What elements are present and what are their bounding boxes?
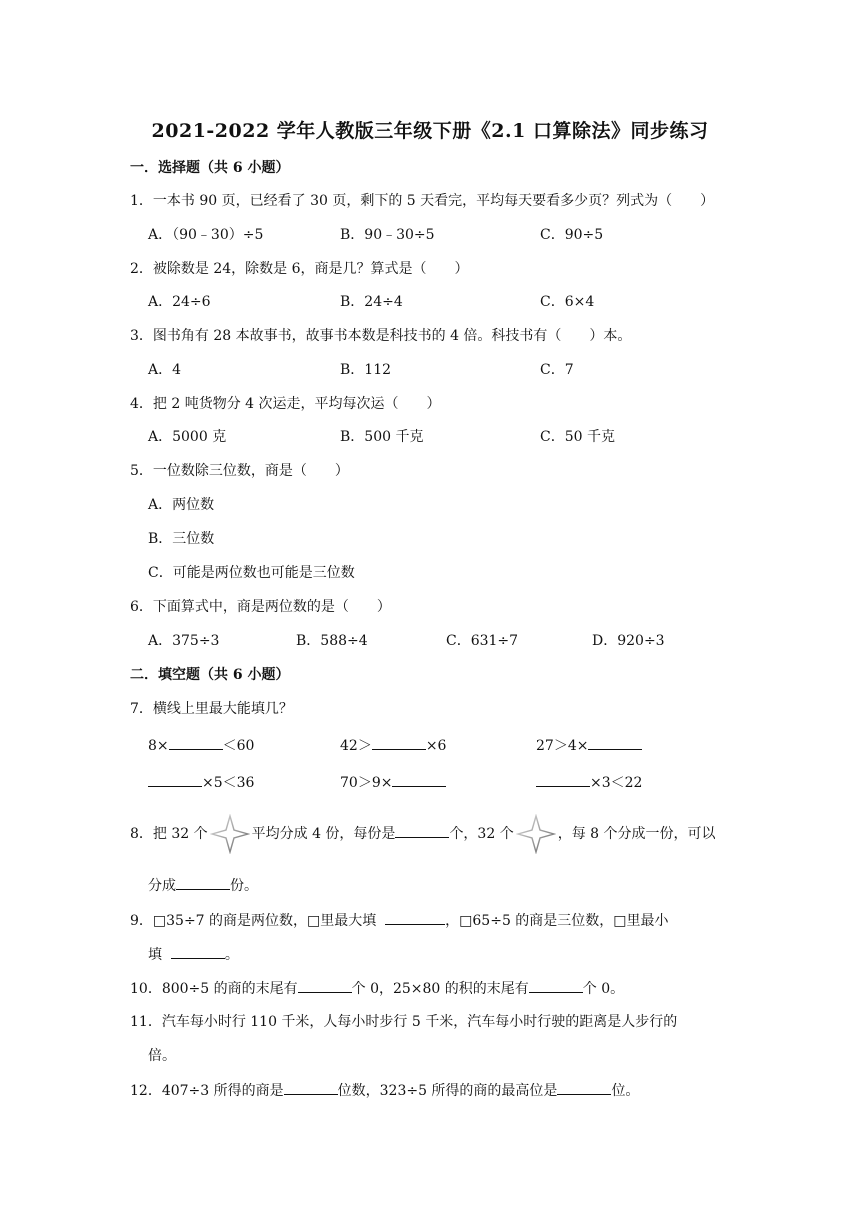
four-point-star-icon xyxy=(516,814,556,854)
question-7-item-1 xyxy=(148,735,254,756)
question-3-option-c: C．7 xyxy=(540,362,574,378)
q8-text-d: ，每 8 个分成一份，可以 xyxy=(557,826,716,842)
question-4-option-a: A．5000 克 xyxy=(148,429,227,445)
question-1-option-a: A．（90﹣30）÷5 xyxy=(148,227,264,243)
expr-suffix: ×3＜22 xyxy=(590,775,643,791)
section-heading-fill: 二．填空题（共 6 小题） xyxy=(130,667,290,683)
question-11-line-2: 倍。 xyxy=(148,1048,176,1064)
answer-blank[interactable] xyxy=(529,978,583,993)
question-6-stem: 6．下面算式中，商是两位数的是（ ） xyxy=(130,599,391,615)
question-9-line-1 xyxy=(130,910,669,931)
question-7-item-3 xyxy=(536,735,642,756)
answer-blank[interactable] xyxy=(385,910,445,925)
question-3-stem: 3．图书角有 28 本故事书，故事书本数是科技书的 4 倍。科技书有（ ）本。 xyxy=(130,328,632,344)
expr-prefix: 42＞ xyxy=(340,738,372,754)
question-8-line-1 xyxy=(130,814,716,854)
question-1-option-b: B．90﹣30÷5 xyxy=(340,227,435,243)
answer-blank[interactable] xyxy=(392,772,446,787)
question-2-option-b: B．24÷4 xyxy=(340,294,403,310)
question-6-option-c: C．631÷7 xyxy=(446,633,519,649)
question-5-option-b: B．三位数 xyxy=(148,531,215,547)
question-3-option-b: B．112 xyxy=(340,362,392,378)
question-12 xyxy=(130,1080,639,1101)
question-6-option-d: D．920÷3 xyxy=(592,633,665,649)
question-2-option-c: C．6×4 xyxy=(540,294,595,310)
question-11-line-1: 11．汽车每小时行 110 千米，人每小时步行 5 千米，汽车每小时行驶的距离是人步行的 xyxy=(130,1014,678,1030)
question-2-stem: 2．被除数是 24，除数是 6，商是几？算式是（ ） xyxy=(130,261,469,277)
answer-blank[interactable] xyxy=(171,944,225,959)
question-1-option-c: C．90÷5 xyxy=(540,227,604,243)
answer-blank[interactable] xyxy=(298,978,352,993)
page-title: 2021-2022 学年人教版三年级下册《2.1 口算除法》同步练习 xyxy=(151,120,709,142)
question-7-item-6 xyxy=(536,772,642,793)
answer-blank[interactable] xyxy=(395,823,449,838)
question-5-stem: 5．一位数除三位数，商是（ ） xyxy=(130,463,349,479)
question-6-option-a: A．375÷3 xyxy=(148,633,220,649)
q8-text-a: 8．把 32 个 xyxy=(130,826,208,842)
answer-blank[interactable] xyxy=(148,772,202,787)
expr-suffix: ＜60 xyxy=(222,738,255,754)
answer-blank[interactable] xyxy=(588,735,642,750)
question-9-line-2 xyxy=(148,944,239,965)
question-8-line-2 xyxy=(148,875,258,896)
q9-text-a: 9．□35÷7 的商是两位数，□里最大填 xyxy=(130,913,377,929)
question-1-stem: 1．一本书 90 页，已经看了 30 页，剩下的 5 天看完，平均每天要看多少页？列式为（ ） xyxy=(130,193,715,209)
answer-blank[interactable] xyxy=(176,875,230,890)
q8-text-c: 个，32 个 xyxy=(449,826,514,842)
question-10 xyxy=(130,978,624,999)
q10-text-c: 个 0。 xyxy=(582,981,625,997)
answer-blank[interactable] xyxy=(372,735,426,750)
question-3-option-a: A．4 xyxy=(148,362,182,378)
question-5-option-a: A．两位数 xyxy=(148,497,215,513)
expr-prefix: 8× xyxy=(148,738,169,754)
q9-text-c: 填 xyxy=(148,947,162,963)
expr-suffix: ×5＜36 xyxy=(202,775,255,791)
q10-text-b: 个 0，25×80 的积的末尾有 xyxy=(351,981,529,997)
q12-text-c: 位。 xyxy=(611,1083,640,1099)
q10-text-a: 10．800÷5 的商的末尾有 xyxy=(130,981,298,997)
question-4-option-c: C．50 千克 xyxy=(540,429,615,445)
q9-text-d: 。 xyxy=(224,947,239,963)
question-7-stem: 7．横线上里最大能填几？ xyxy=(130,701,293,717)
expr-suffix: ×6 xyxy=(425,738,447,754)
question-7-item-4 xyxy=(148,772,254,793)
answer-blank[interactable] xyxy=(284,1080,338,1095)
four-point-star-icon xyxy=(210,814,250,854)
question-7-item-2 xyxy=(340,735,446,756)
q12-text-b: 位数，323÷5 所得的商的最高位是 xyxy=(337,1083,558,1099)
expr-prefix: 70＞9× xyxy=(340,775,393,791)
question-2-option-a: A．24÷6 xyxy=(148,294,211,310)
answer-blank[interactable] xyxy=(536,772,590,787)
answer-blank[interactable] xyxy=(557,1080,611,1095)
q9-text-b: ，□65÷5 的商是三位数，□里最小 xyxy=(445,913,669,929)
q8-text-f: 份。 xyxy=(230,878,258,894)
question-7-item-5 xyxy=(340,772,446,793)
q12-text-a: 12．407÷3 所得的商是 xyxy=(130,1083,284,1099)
question-6-option-b: B．588÷4 xyxy=(296,633,368,649)
section-heading-choice: 一．选择题（共 6 小题） xyxy=(130,160,290,176)
answer-blank[interactable] xyxy=(169,735,223,750)
question-4-stem: 4．把 2 吨货物分 4 次运走，平均每次运（ ） xyxy=(130,396,441,412)
question-5-option-c: C．可能是两位数也可能是三位数 xyxy=(148,565,355,581)
q8-text-e: 分成 xyxy=(148,878,176,894)
q8-text-b: 平均分成 4 份，每份是 xyxy=(251,826,396,842)
expr-prefix: 27＞4× xyxy=(536,738,589,754)
question-4-option-b: B．500 千克 xyxy=(340,429,424,445)
